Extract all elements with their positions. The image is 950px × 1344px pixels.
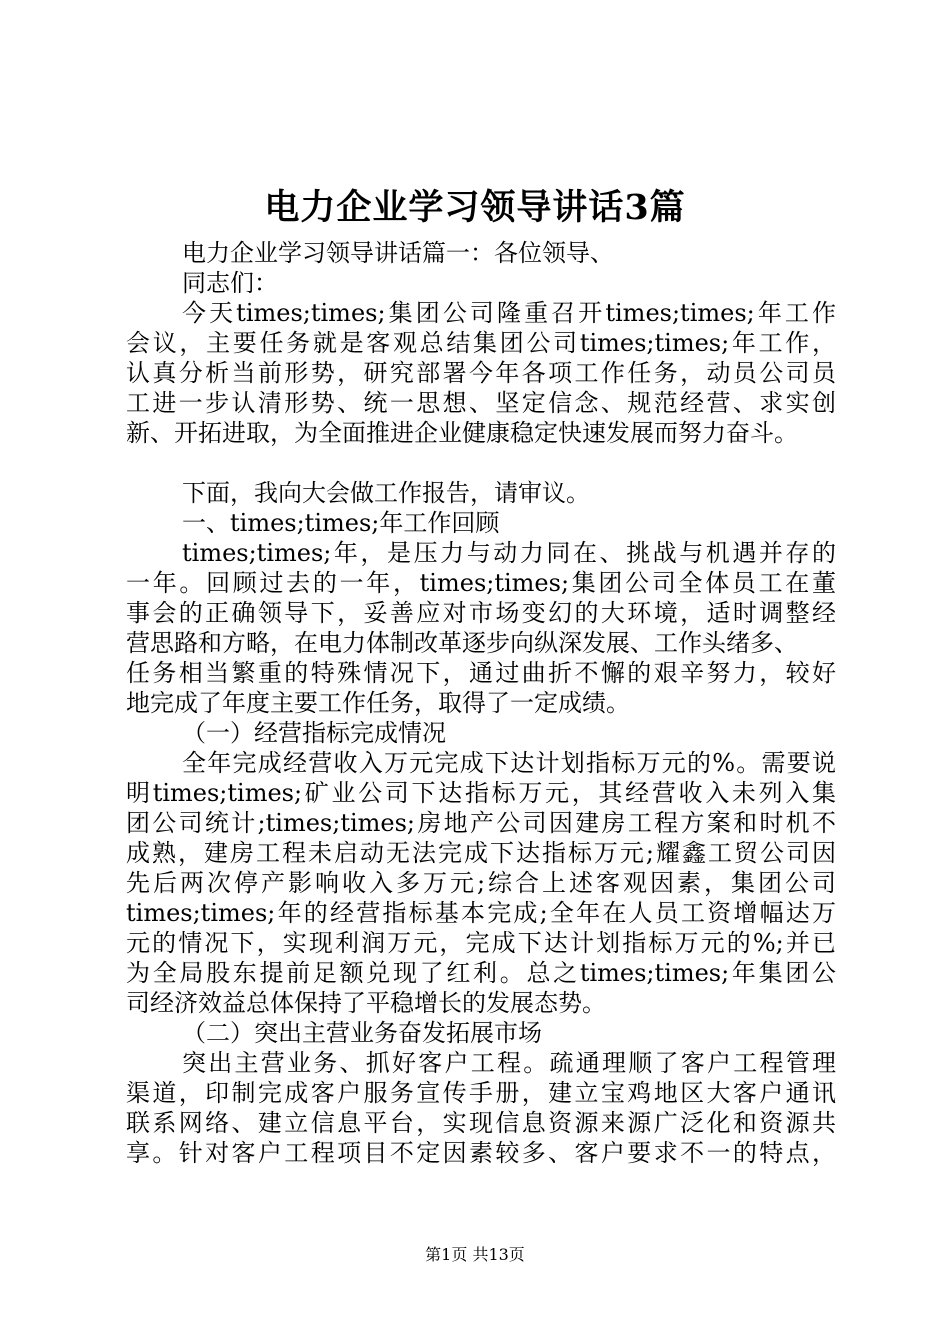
paragraph-line: 任务相当繁重的特殊情况下，通过曲折不懈的艰辛努力，较好 bbox=[126, 659, 836, 687]
section-heading: 一、times;times;年工作回顾 bbox=[182, 509, 500, 537]
paragraph-line: 营思路和方略，在电力体制改革逐步向纵深发展、工作头绪多、 bbox=[126, 629, 798, 657]
paragraph-line: 同志们： bbox=[182, 269, 278, 297]
page-footer: 第1页 共13页 bbox=[425, 1245, 525, 1264]
paragraph-line: 联系网络、建立信息平台，实现信息资源来源广泛化和资源共 bbox=[126, 1109, 836, 1137]
paragraph-line: times;times;年，是压力与动力同在、挑战与机遇并存的 bbox=[182, 539, 836, 567]
paragraph-line: 团公司统计;times;times;房地产公司因建房工程方案和时机不 bbox=[126, 809, 836, 837]
paragraph-line: 元的情况下，实现利润万元，完成下达计划指标万元的%;并已 bbox=[126, 929, 836, 957]
paragraph-line: 全年完成经营收入万元完成下达计划指标万元的%。需要说 bbox=[182, 749, 836, 777]
paragraph-line: 突出主营业务、抓好客户工程。疏通理顺了客户工程管理 bbox=[182, 1049, 836, 1077]
paragraph-line: 成熟，建房工程未启动无法完成下达指标万元;耀鑫工贸公司因 bbox=[126, 839, 836, 867]
paragraph-line: 渠道，印制完成客户服务宣传手册，建立宝鸡地区大客户通讯 bbox=[126, 1079, 836, 1107]
paragraph-line: times;times;年的经营指标基本完成;全年在人员工资增幅达万 bbox=[126, 899, 836, 927]
subsection-heading: （一）经营指标完成情况 bbox=[182, 719, 446, 747]
paragraph-line: 下面，我向大会做工作报告，请审议。 bbox=[182, 479, 590, 507]
paragraph-line: 司经济效益总体保持了平稳增长的发展态势。 bbox=[126, 989, 606, 1017]
paragraph-line: 电力企业学习领导讲话篇一：各位领导、 bbox=[182, 239, 614, 267]
paragraph-line: 一年。回顾过去的一年，times;times;集团公司全体员工在董 bbox=[126, 569, 836, 597]
paragraph-line: 认真分析当前形势，研究部署今年各项工作任务，动员公司员 bbox=[126, 359, 836, 387]
paragraph-line: 会议，主要任务就是客观总结集团公司times;times;年工作， bbox=[126, 329, 836, 357]
paragraph-line: 先后两次停产影响收入多万元;综合上述客观因素，集团公司 bbox=[126, 869, 836, 897]
paragraph-line: 地完成了年度主要工作任务，取得了一定成绩。 bbox=[126, 689, 630, 717]
paragraph-line: 新、开拓进取，为全面推进企业健康稳定快速发展而努力奋斗。 bbox=[126, 419, 798, 447]
paragraph-line: 今天times;times;集团公司隆重召开times;times;年工作 bbox=[182, 299, 836, 327]
paragraph-line: 享。针对客户工程项目不定因素较多、客户要求不一的特点， bbox=[126, 1139, 836, 1167]
subsection-heading: （二）突出主营业务奋发拓展市场 bbox=[182, 1019, 542, 1047]
paragraph-spacer bbox=[126, 448, 836, 478]
paragraph-line: 为全局股东提前足额兑现了红利。总之times;times;年集团公 bbox=[126, 959, 836, 987]
document-title: 电力企业学习领导讲话3篇 bbox=[264, 187, 686, 228]
paragraph-line: 工进一步认清形势、统一思想、坚定信念、规范经营、求实创 bbox=[126, 389, 836, 417]
document-body bbox=[126, 238, 836, 1168]
paragraph-line: 明times;times;矿业公司下达指标万元，其经营收入未列入集 bbox=[126, 779, 836, 807]
paragraph-line: 事会的正确领导下，妥善应对市场变幻的大环境，适时调整经 bbox=[126, 599, 836, 627]
